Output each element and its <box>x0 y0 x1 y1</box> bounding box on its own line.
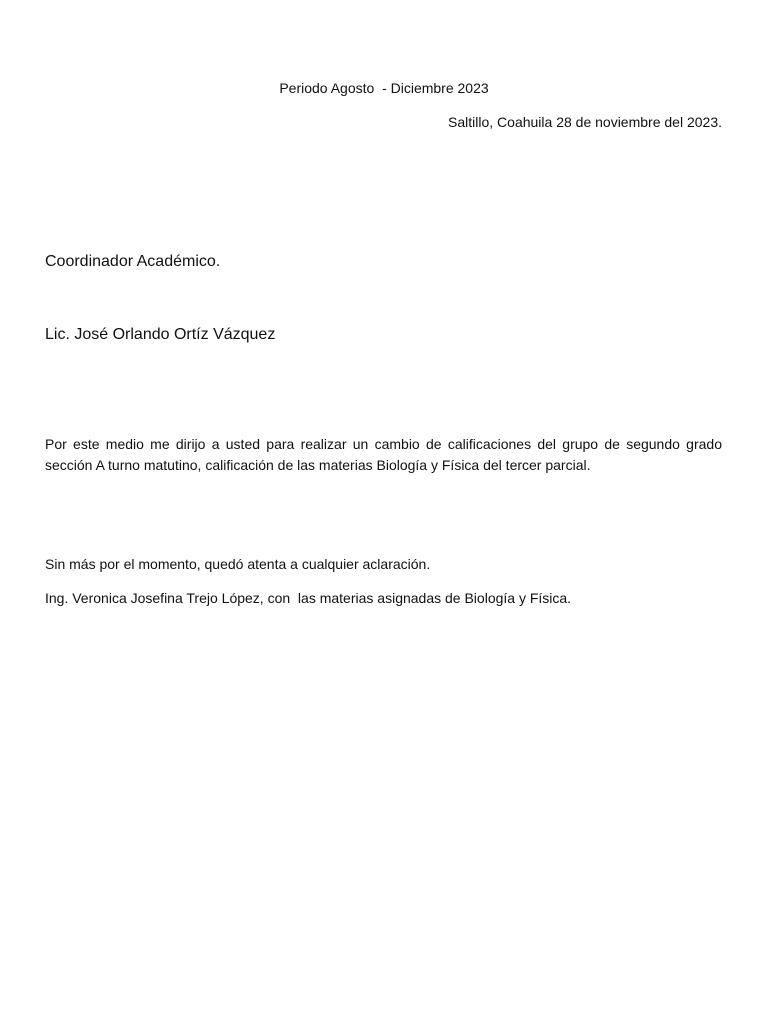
recipient-name: Lic. José Orlando Ortíz Vázquez <box>45 326 276 343</box>
place-and-date: Saltillo, Coahuila 28 de noviembre del 2023. <box>448 114 722 130</box>
closing-line: Sin más por el momento, quedó atenta a cualquier aclaración. <box>45 556 431 572</box>
signature-line: Ing. Veronica Josefina Trejo López, con las materias asignadas de Biología y Física. <box>45 590 572 606</box>
recipient-role: Coordinador Académico. <box>45 253 221 270</box>
period-heading: Periodo Agosto - Diciembre 2023 <box>279 80 489 96</box>
body-paragraph: Por este medio me dirijo a usted para realizar un cambio de calificaciones del grupo de segundo grado sección A turno matutino, calificación de las materias Biología y Física del tercer parcial. <box>45 436 722 473</box>
